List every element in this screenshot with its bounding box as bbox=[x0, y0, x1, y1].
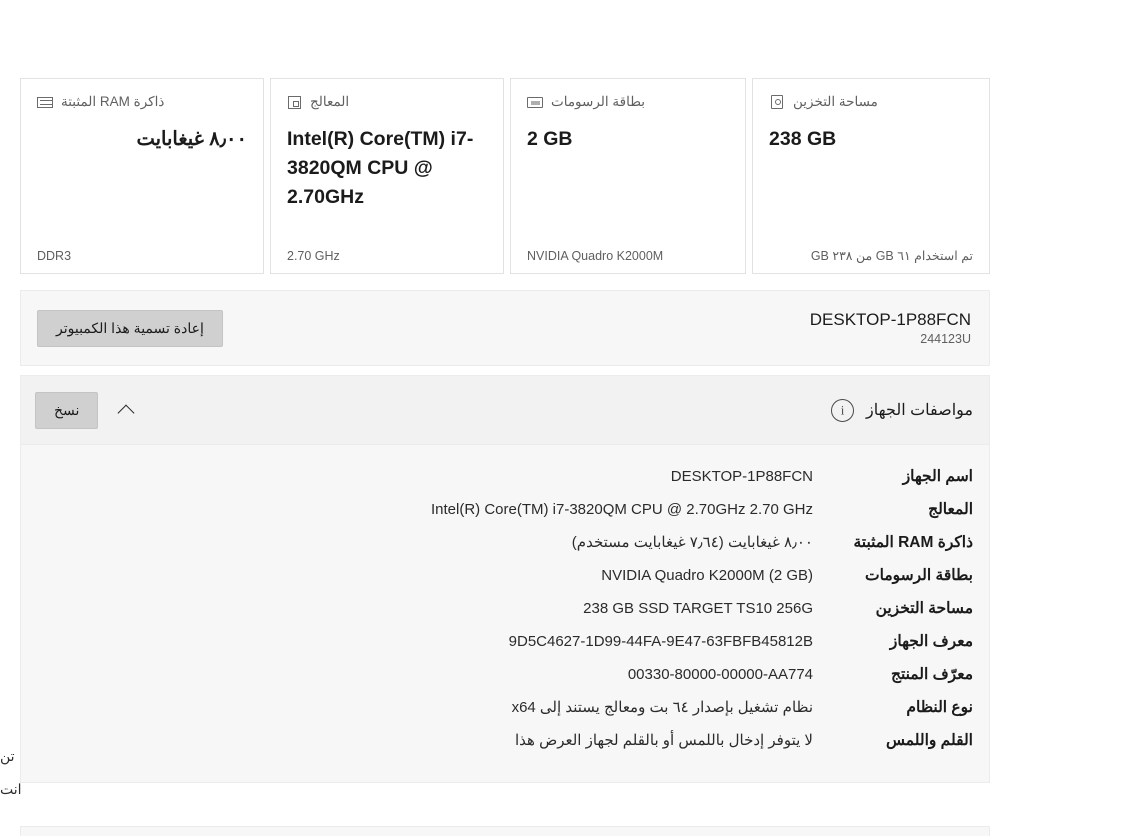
spec-value: لا يتوفر إدخال باللمس أو بالقلم لجهاز العرض هذا bbox=[514, 732, 813, 749]
spec-row-installed-ram bbox=[37, 533, 973, 552]
spec-row-system-type bbox=[37, 698, 973, 717]
chevron-up-icon[interactable] bbox=[116, 399, 138, 421]
summary-card-ram-title: ذاكرة RAM المثبتة bbox=[61, 94, 165, 109]
summary-card-graphics-header bbox=[527, 93, 729, 111]
device-specifications-panel bbox=[20, 375, 990, 783]
spec-row-processor bbox=[37, 500, 973, 519]
spec-row-device-name bbox=[37, 467, 973, 486]
device-specifications-header-left bbox=[35, 392, 138, 429]
summary-card-processor-sub: 2.70 GHz bbox=[287, 249, 340, 263]
spec-value: DESKTOP-1P88FCN bbox=[670, 468, 813, 485]
clipped-text-line-1: تن bbox=[0, 748, 15, 764]
spec-label: مساحة التخزين bbox=[875, 600, 973, 617]
cpu-icon bbox=[288, 96, 301, 109]
device-specifications-title: مواصفات الجهاز bbox=[866, 402, 973, 419]
summary-card-processor-value: Intel(R) Core(TM) i7-3820QM CPU @ 2.70GHz bbox=[287, 128, 474, 208]
summary-card-processor bbox=[270, 78, 504, 274]
spec-label: ذاكرة RAM المثبتة bbox=[853, 534, 973, 551]
spec-label: معرّف المنتج bbox=[890, 666, 973, 683]
spec-label: بطاقة الرسومات bbox=[865, 567, 973, 584]
summary-card-graphics-value: 2 GB bbox=[527, 128, 573, 150]
device-summary-cards bbox=[20, 78, 990, 274]
pc-identity bbox=[810, 309, 971, 348]
device-specifications-header-right bbox=[831, 399, 973, 422]
spec-row-graphics bbox=[37, 566, 973, 585]
copy-button[interactable]: نسخ bbox=[35, 392, 98, 429]
rename-pc-button[interactable]: إعادة تسمية هذا الكمبيوتر bbox=[37, 310, 223, 347]
storage-icon bbox=[771, 95, 783, 109]
spec-row-pen-and-touch bbox=[37, 731, 973, 750]
ram-icon bbox=[37, 97, 53, 108]
summary-card-storage bbox=[752, 78, 990, 274]
summary-card-processor-header bbox=[287, 93, 487, 111]
spec-value: 238 GB SSD TARGET TS10 256G bbox=[583, 600, 813, 617]
spec-value: Intel(R) Core(TM) i7-3820QM CPU @ 2.70GHz 2.70 GHz bbox=[431, 501, 813, 518]
summary-card-storage-header bbox=[769, 93, 973, 111]
device-specifications-header[interactable] bbox=[21, 376, 989, 445]
clipped-text-line-2: انت bbox=[0, 781, 22, 797]
spec-label: نوع النظام bbox=[906, 699, 973, 716]
summary-card-graphics-title: بطاقة الرسومات bbox=[551, 94, 646, 109]
summary-card-storage-sub: تم استخدام ٦١ GB من ٢٣٨ GB bbox=[810, 249, 973, 263]
spec-label: معرف الجهاز bbox=[889, 633, 973, 650]
summary-card-ram-value: ٨٫٠٠ غيغابايت bbox=[136, 128, 247, 150]
summary-card-storage-title: مساحة التخزين bbox=[793, 94, 878, 109]
spec-value: NVIDIA Quadro K2000M (2 GB) bbox=[601, 567, 813, 584]
spec-value: 00330-80000-00000-AA774 bbox=[627, 666, 813, 683]
spec-row-product-id bbox=[37, 665, 973, 684]
gpu-icon bbox=[527, 97, 543, 108]
summary-card-ram bbox=[20, 78, 264, 274]
spec-value: ٨٫٠٠ غيغابايت (٧٫٦٤ غيغابايت مستخدم) bbox=[571, 534, 813, 551]
summary-card-processor-title: المعالج bbox=[310, 94, 350, 109]
spec-row-device-id bbox=[37, 632, 973, 651]
next-panel-edge bbox=[20, 826, 990, 836]
spec-label: المعالج bbox=[928, 501, 973, 518]
pc-name: DESKTOP-1P88FCN bbox=[809, 309, 971, 329]
spec-value: 9D5C4627-1D99-44FA-9E47-63FBFB45812B bbox=[508, 633, 813, 650]
summary-card-graphics bbox=[510, 78, 746, 274]
summary-card-ram-header bbox=[37, 93, 247, 111]
spec-row-storage bbox=[37, 599, 973, 618]
spec-label: اسم الجهاز bbox=[902, 468, 973, 485]
summary-card-storage-value: 238 GB bbox=[769, 128, 837, 150]
spec-label: القلم واللمس bbox=[886, 732, 973, 749]
rename-pc-row bbox=[20, 290, 990, 366]
summary-card-ram-sub: DDR3 bbox=[37, 249, 72, 263]
pc-model: 244123U bbox=[920, 331, 971, 346]
spec-value: نظام تشغيل بإصدار ٦٤ بت ومعالج يستند إلى x64 bbox=[511, 699, 813, 716]
device-specifications-body bbox=[21, 445, 989, 782]
summary-card-graphics-sub: NVIDIA Quadro K2000M bbox=[527, 249, 664, 263]
info-icon bbox=[831, 399, 854, 422]
